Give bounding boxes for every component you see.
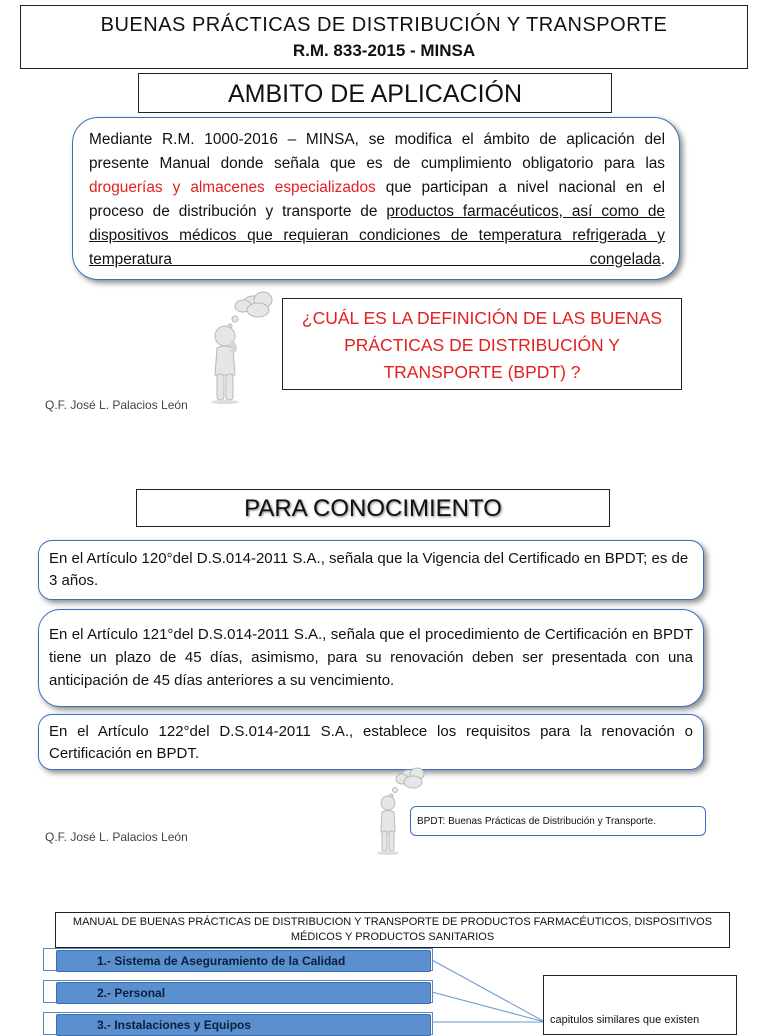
para-conocimiento-title-box (136, 489, 610, 527)
chapter-2-label: 2.- Personal (97, 986, 166, 1000)
connector-line-1 (432, 960, 545, 1022)
similar-chapters-box (543, 975, 737, 1035)
scope-text-red: droguerías y almacenes especializados (89, 179, 376, 196)
connector-line-2 (432, 992, 545, 1022)
chapter-1 (56, 950, 431, 972)
bpdt-definition-text: BPDT: Buenas Prácticas de Distribución y Transporte. (417, 816, 656, 827)
scope-text-underlined: productos farmacéuticos, así como de dispositivos médicos que requieran condiciones de temperatura refrigerada y temperatura congelada (89, 203, 665, 268)
scope-text-end: . (660, 251, 665, 268)
bpdt-definition-question: ¿CUÁL ES LA DEFINICIÓN DE LAS BUENAS PRÁCTICAS DE DISTRIBUCIÓN Y TRANSPORTE (BPDT) ? (301, 308, 663, 382)
question-box (282, 298, 682, 390)
thinking-person-illustration (195, 290, 285, 405)
para-conocimiento-title: PARA CONOCIMIENTO (244, 495, 502, 522)
header-subtitle: R.M. 833-2015 - MINSA (292, 41, 476, 60)
header-box (20, 5, 748, 69)
similar-chapters-text: capitulos similares que existen (550, 1014, 700, 1026)
section-title-box (138, 73, 612, 113)
scope-text-a: Mediante R.M. 1000-2016 – MINSA, se modifica el ámbito de aplicación del presente Manual donde señala que es de cumplimiento obligatorio para las (89, 131, 665, 172)
scope-paragraph (89, 128, 665, 272)
manual-title: MANUAL DE BUENAS PRÁCTICAS DE DISTRIBUCION Y TRANSPORTE DE PRODUCTOS FARMACÉUTICOS, DISPOSITIVOS MÉDICOS Y PRODUCTOS SANITARIOS (72, 916, 713, 943)
manual-title-box (55, 912, 730, 948)
chapter-2 (56, 982, 431, 1004)
article-120-text: En el Artículo 120°del D.S.014-2011 S.A., señala que la Vigencia del Certificado en BPDT; es de 3 años. (49, 550, 689, 589)
article-120-box (38, 540, 704, 600)
author-credit: Q.F. José L. Palacios León (45, 398, 188, 412)
chapter-3 (56, 1014, 431, 1036)
scope-paragraph-box (72, 117, 680, 280)
author-credit-2: Q.F. José L. Palacios León (45, 830, 188, 844)
bpdt-definition-box (410, 806, 706, 836)
chapter-3-label: 3.- Instalaciones y Equipos (97, 1018, 252, 1032)
scope-text-b: que participan a nivel nacional en el proceso de distribución y transporte de (89, 179, 665, 220)
article-121-box (38, 609, 704, 707)
article-122-text: En el Artículo 122°del D.S.014-2011 S.A., establece los requisitos para la renovación o Certificación en BPDT. (49, 723, 693, 762)
chapter-connector-lines (430, 948, 550, 1024)
article-122-box (38, 714, 704, 770)
chapter-1-label: 1.- Sistema de Aseguramiento de la Calidad (97, 954, 346, 968)
article-121-text: En el Artículo 121°del D.S.014-2011 S.A., señala que el procedimiento de Certificación en BPDT tiene un plazo de 45 días, asimismo, para su renovación deben ser presentada con una anticipación de 45 días anteriores a su vencimiento. (49, 626, 693, 689)
header-title: BUENAS PRÁCTICAS DE DISTRIBUCIÓN Y TRANSPORTE (100, 14, 668, 36)
section-title: AMBITO DE APLICACIÓN (227, 80, 523, 108)
